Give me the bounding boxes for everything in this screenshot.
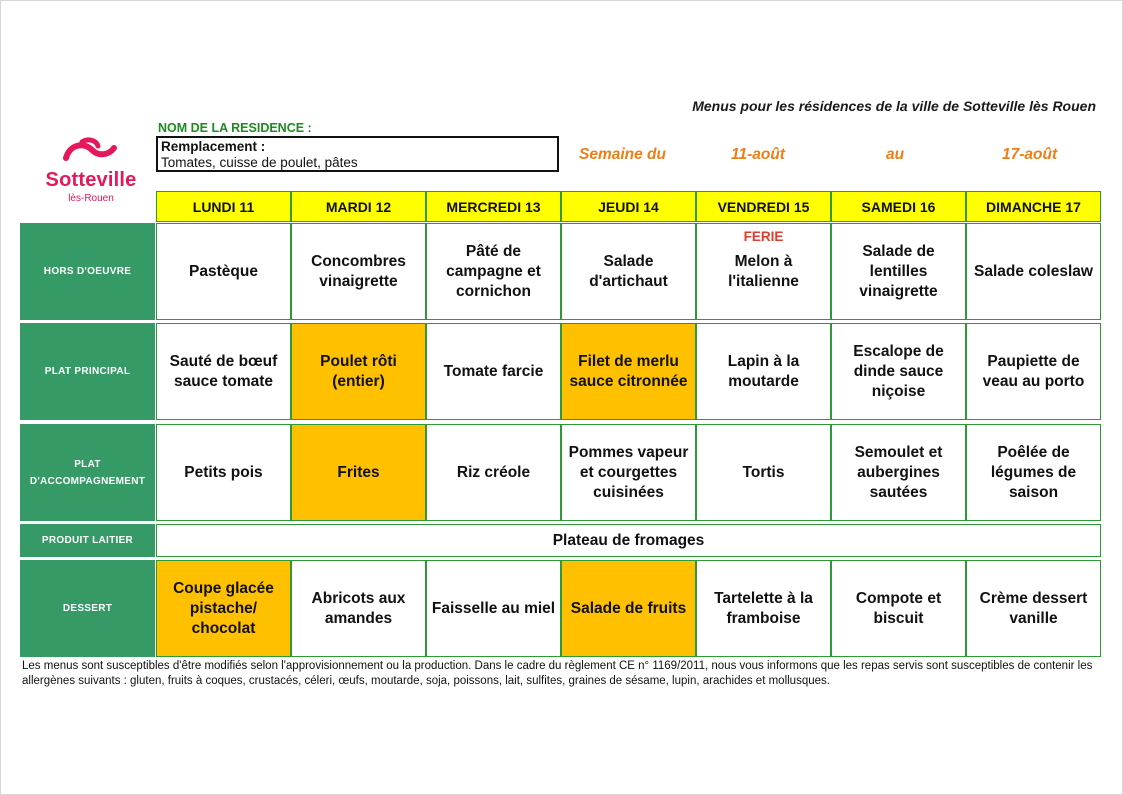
menu-cell: Lapin à la moutarde [696, 323, 831, 420]
menu-cell: Tartelette à la framboise [696, 560, 831, 657]
replacement-value: Tomates, cuisse de poulet, pâtes [161, 155, 358, 170]
logo-subtitle: lès-Rouen [68, 193, 114, 204]
menu-cell-highlighted: Frites [291, 424, 426, 521]
menu-cell: Semoulet et aubergines sautées [831, 424, 966, 521]
week-end: 17-août [1002, 146, 1058, 163]
row-label-accompagnement: PLAT D'ACCOMPAGNEMENT [20, 424, 155, 521]
day-header: MARDI 12 [291, 191, 426, 222]
menu-cell-merged: Plateau de fromages [156, 524, 1101, 557]
menu-cell: Pastèque [156, 223, 291, 320]
day-header: JEUDI 14 [561, 191, 696, 222]
menu-cell: Salade de lentilles vinaigrette [831, 223, 966, 320]
menu-cell-highlighted: Poulet rôti (entier) [291, 323, 426, 420]
menu-cell-highlighted: Salade de fruits [561, 560, 696, 657]
sotteville-logo [28, 136, 154, 206]
week-to: au [886, 146, 905, 163]
menu-cell-highlighted: Filet de merlu sauce citronnée [561, 323, 696, 420]
menu-cell: Petits pois [156, 424, 291, 521]
day-header: MERCREDI 13 [426, 191, 561, 222]
menu-cell: Pommes vapeur et courgettes cuisinées [561, 424, 696, 521]
menu-cell: Escalope de dinde sauce niçoise [831, 323, 966, 420]
logo-swirl-icon [62, 136, 118, 170]
logo-wordmark: Sotteville [45, 169, 137, 191]
row-label-plat-principal: PLAT PRINCIPAL [20, 323, 155, 420]
menu-cell: Salade coleslaw [966, 223, 1101, 320]
menu-cell: Tortis [696, 424, 831, 521]
menu-cell: Riz créole [426, 424, 561, 521]
replacement-box [156, 136, 559, 172]
day-header: SAMEDI 16 [831, 191, 966, 222]
menu-cell: Pâté de campagne et cornichon [426, 223, 561, 320]
menu-cell: Salade d'artichaut [561, 223, 696, 320]
week-label: Semaine du [579, 146, 666, 163]
menu-cell: Sauté de bœuf sauce tomate [156, 323, 291, 420]
allergen-footnote: Les menus sont susceptibles d'être modifiés selon l'approvisionnement ou la production. Dans le cadre du règlement CE n° 1169/2011, nous vous informons que les repas servis sont susceptibles de contenir les allergènes suivants : gluten, fruits à coques, crustacés, céleri, œufs, moutarde, soja, poissons, lait, sulfites, graines de sésame, lupin, arachides et mollusques. [22, 660, 1093, 687]
menu-cell: Faisselle au miel [426, 560, 561, 657]
menu-cell: Crème dessert vanille [966, 560, 1101, 657]
menu-cell-ferie [696, 223, 831, 320]
row-label-produit-laitier: PRODUIT LAITIER [20, 524, 155, 557]
menu-cell: Paupiette de veau au porto [966, 323, 1101, 420]
day-header: DIMANCHE 17 [966, 191, 1101, 222]
menu-cell: Abricots aux amandes [291, 560, 426, 657]
menu-cell: Compote et biscuit [831, 560, 966, 657]
ferie-label: FERIE [743, 229, 784, 244]
day-header: VENDREDI 15 [696, 191, 831, 222]
row-label-dessert: DESSERT [20, 560, 155, 657]
row-label-hors-doeuvre: HORS D'OEUVRE [20, 223, 155, 320]
menu-cell: Tomate farcie [426, 323, 561, 420]
menu-cell-text: Melon à l'italienne [728, 252, 799, 290]
menu-cell: Concombres vinaigrette [291, 223, 426, 320]
page-title: Menus pour les résidences de la ville de Sotteville lès Rouen [692, 98, 1096, 114]
menu-cell-highlighted: Coupe glacée pistache/ chocolat [156, 560, 291, 657]
week-start: 11-août [731, 146, 785, 163]
menu-cell: Poêlée de légumes de saison [966, 424, 1101, 521]
replacement-label: Remplacement : [161, 139, 266, 154]
residence-label: NOM DE LA RESIDENCE : [158, 121, 312, 135]
day-header: LUNDI 11 [156, 191, 291, 222]
